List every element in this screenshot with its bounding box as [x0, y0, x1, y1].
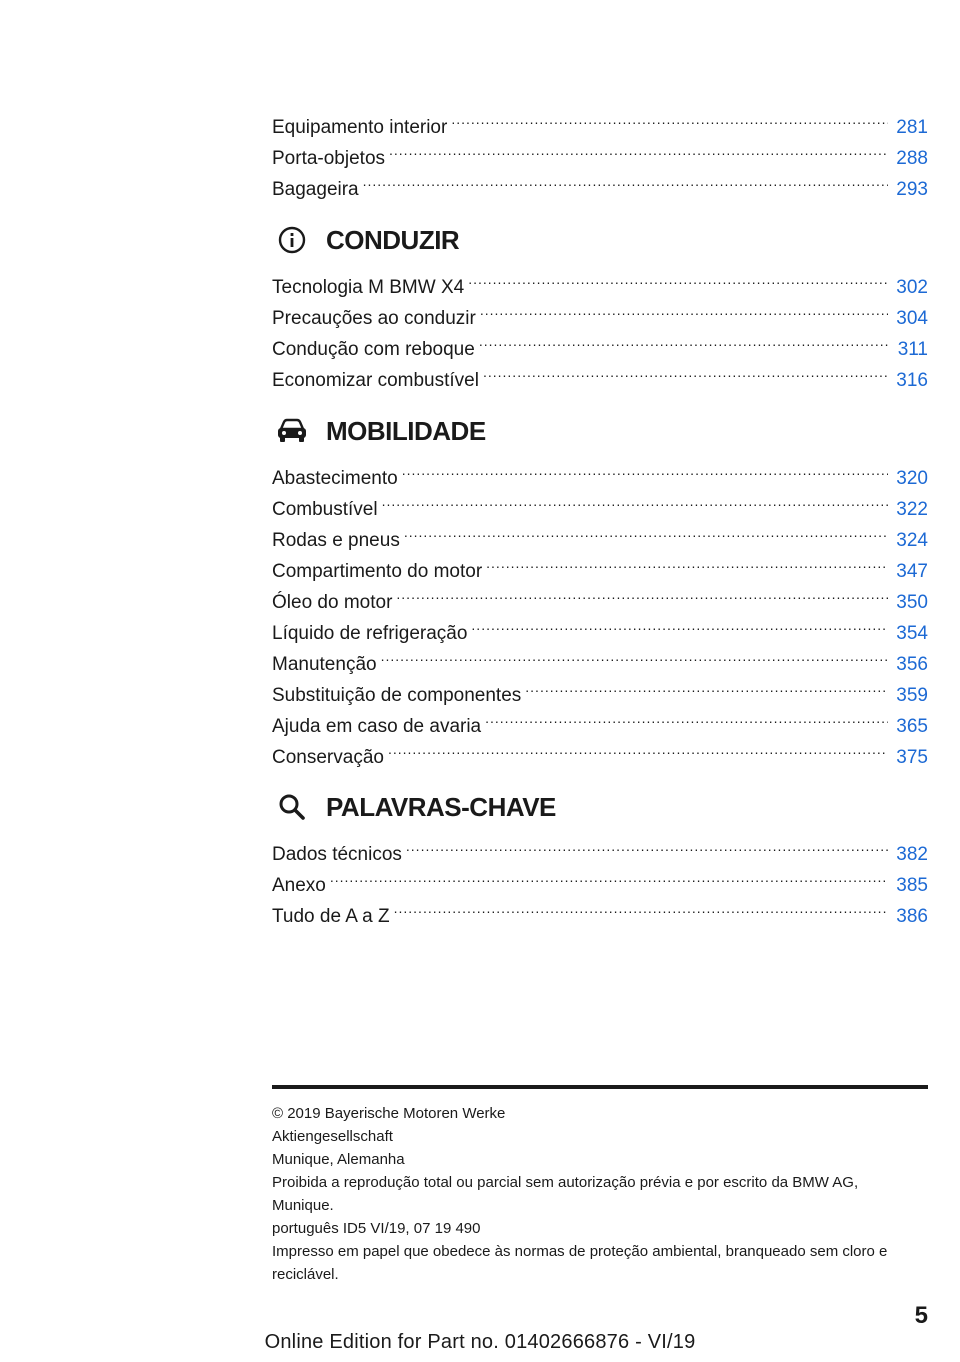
toc-entry-title: Conservação	[272, 747, 384, 768]
toc-entry-page[interactable]: 311	[897, 339, 928, 360]
imprint-line: © 2019 Bayerische Motoren Werke	[272, 1105, 506, 1122]
toc-entry-page[interactable]: 322	[896, 499, 928, 520]
toc-entry-page[interactable]: 354	[896, 623, 928, 644]
toc-entry-page[interactable]: 316	[896, 370, 928, 391]
toc-entry-page[interactable]: 304	[896, 308, 928, 329]
imprint-line: Proibida a reprodução total ou parcial sem autorização prévia e por escrito da BMW AG,	[272, 1174, 859, 1191]
toc-entry-page[interactable]: 347	[896, 561, 928, 582]
toc-entry-title: Líquido de refrigeração	[272, 623, 468, 644]
toc-entry-title: Bagageira	[272, 179, 359, 200]
toc-entry-title: Rodas e pneus	[272, 530, 400, 551]
toc-entry-title: Manutenção	[272, 654, 377, 675]
toc-entry-page[interactable]: 385	[896, 875, 928, 896]
section-title: CONDUZIR	[326, 224, 460, 255]
toc-entry-title: Substituição de componentes	[272, 685, 522, 706]
toc-entry-title: Condução com reboque	[272, 339, 475, 360]
toc-entry[interactable]	[272, 453, 928, 489]
section-heading-mobilidade	[272, 411, 486, 451]
toc-entry-title: Porta-objetos	[272, 148, 386, 169]
toc-list-palavras-chave	[272, 829, 928, 927]
toc-entry-title: Tudo de A a Z	[272, 906, 390, 927]
toc-entry-page[interactable]: 359	[896, 685, 928, 706]
toc-entry[interactable]	[272, 164, 928, 200]
toc-entry-title: Óleo do motor	[272, 592, 393, 613]
imprint-line: Munique, Alemanha	[272, 1151, 405, 1168]
divider	[272, 1085, 928, 1089]
toc-entry[interactable]	[272, 102, 928, 138]
search-icon	[272, 787, 312, 827]
toc-entry[interactable]	[272, 262, 928, 298]
info-icon	[272, 220, 312, 260]
online-edition-footer: Online Edition for Part no. 01402666876 - VI/19	[264, 1331, 696, 1353]
toc-list-interior	[272, 102, 928, 200]
section-heading-palavras-chave	[272, 787, 556, 827]
toc-entry-page[interactable]: 288	[896, 148, 928, 169]
section-heading-conduzir	[272, 220, 459, 260]
toc-entry-page[interactable]: 324	[896, 530, 928, 551]
toc-entry-title: Combustível	[272, 499, 378, 520]
toc-entry[interactable]	[272, 891, 928, 927]
toc-entry-page[interactable]: 302	[896, 277, 928, 298]
toc-entry-title: Equipamento interior	[272, 117, 448, 138]
toc-entry[interactable]	[272, 829, 928, 865]
toc-entry-page[interactable]: 382	[896, 844, 928, 865]
imprint-line: Aktiengesellschaft	[272, 1128, 393, 1145]
imprint-line: português ID5 VI/19, 07 19 490	[272, 1220, 481, 1237]
toc-entry-title: Dados técnicos	[272, 844, 402, 865]
toc-entry-title: Economizar combustível	[272, 370, 479, 391]
toc-entry-page[interactable]: 281	[896, 117, 928, 138]
toc-entry-title: Tecnologia M BMW X4	[272, 277, 465, 298]
toc-entry-page[interactable]: 375	[896, 747, 928, 768]
imprint-line: reciclável.	[272, 1266, 339, 1283]
toc-entry-page[interactable]: 386	[896, 906, 928, 927]
toc-entry-page[interactable]: 365	[896, 716, 928, 737]
toc-entry-title: Abastecimento	[272, 468, 398, 489]
toc-entry-page[interactable]: 320	[896, 468, 928, 489]
toc-entry-title: Compartimento do motor	[272, 561, 483, 582]
toc-list-conduzir	[272, 262, 928, 391]
toc-entry-title: Anexo	[272, 875, 326, 896]
toc-entry-title: Precauções ao conduzir	[272, 308, 476, 329]
section-title: MOBILIDADE	[326, 415, 486, 446]
toc-entry-page[interactable]: 350	[896, 592, 928, 613]
page-number: 5	[914, 1302, 928, 1329]
section-title: PALAVRAS-CHAVE	[326, 791, 556, 822]
toc-entry[interactable]	[272, 860, 928, 896]
toc-entry-title: Ajuda em caso de avaria	[272, 716, 482, 737]
imprint-line: Munique.	[272, 1197, 334, 1214]
car-icon	[272, 411, 312, 451]
imprint	[272, 1102, 928, 1286]
toc-entry-page[interactable]: 356	[896, 654, 928, 675]
imprint-line: Impresso em papel que obedece às normas de proteção ambiental, branqueado sem cloro e	[272, 1243, 888, 1260]
toc-list-mobilidade	[272, 453, 928, 768]
toc-entry-page[interactable]: 293	[896, 179, 928, 200]
